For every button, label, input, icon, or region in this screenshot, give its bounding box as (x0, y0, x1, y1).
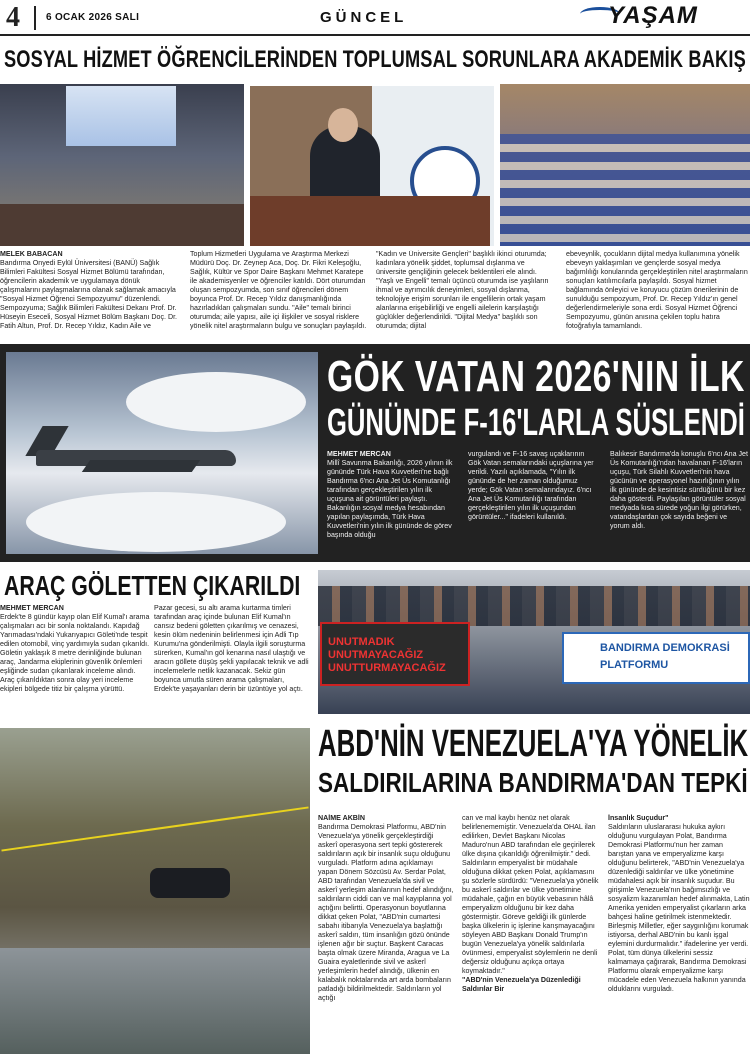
article4-subhead-1: "ABD'nin Venezuela'ya Düzenlediği Saldırılar Bir (462, 976, 581, 993)
article1-author: MELEK BABACAN (0, 250, 63, 258)
article3-col1 (0, 604, 150, 722)
protest-banner-left: UNUTMADIK UNUTMAYACAĞIZ UNUTTURMAYACAĞIZ (320, 622, 470, 686)
article4-text-3: Saldırıların uluslararası hukuka aykırı olduğunu vurgulayan Polat, Bandırma Demokrasi Platformu'nun her zaman barıştan yana ve emperyalizme karşı olduğunu belirterek, "ABD'nin Venezuela'ya düzenlediği saldırılar ve ülke yönetimine müdahalesi açık bir insanlık suçudur. Bu girişimle Venezuela'nın bağımsızlığı ve sosyalizm kazanımları hedef alınmakta, Latin Amerika yeniden emperyalist çıkarların arka bahçesi haline getirilmek istenmektedir. Birleşmiş Milletler, eğer saygınlığını korumak istiyorsa, derhal ABD'nin bu kanlı işgal eylemini durdurmalıdır." ifadelerine yer verdi. Polat, tüm dünya ülkelerini sessiz kalmamaya çağırarak, Bandırma Demokrasi Platformu olarak emperyalizme karşı mücadele eden Venezuela halkının yanında olduklarını vurguladı. (608, 823, 750, 993)
article1-text-3: "Kadın ve Üniversite Gençleri" başlıklı ikinci oturumda; kadınlara yönelik şiddet, toplumsal dışlanma ve üniversite gençliğinin gelecek beklentileri ele alındı. "Yaşlı ve Engelli" temalı üçüncü oturumda ise yaşlıların ihmal ve ayrımcılık deneyimleri, sosyal dışlanma, teknolojiye erişim sorunları ile engellilerin ortak yaşam alanlarına erişebilirliği ve engelli ailelerin karşılaştığı güçlükler değerlendirildi. "Dijital Medya" başlıklı son oturumda; dijital (376, 250, 549, 330)
article2-col1 (327, 450, 455, 558)
article3-author: MEHMET MERCAN (0, 604, 64, 612)
pond-water (0, 948, 310, 1054)
article1-col4 (566, 250, 750, 342)
article4-col2 (462, 814, 600, 1054)
logo-text: YAŞAM (608, 2, 698, 29)
article2-headline-line2: GÜNÜNDE F-16'LARLA SÜSLENDİ (327, 402, 745, 444)
article1-headline: SOSYAL HİZMET ÖĞRENCİLERİNDEN TOPLUMSAL SORUNLARA AKADEMİK BAKIŞ (4, 46, 746, 73)
article1-text-2: Toplum Hizmetleri Uygulama ve Araştırma Merkezi Müdürü Doç. Dr. Zeynep Aca, Doç. Dr. Fikri Keleşoğlu, Sağlık, Kültür ve Spor Daire Başkanı Mehmet Karatepe ile akademisyenler ve öğrenciler katıldı. Dört oturumdan oluşan sempozyumda, son sınıf öğrencileri dönem boyunca Prof. Dr. Recep Yıldız danışmanlığında hazırladıkları çalışmaları sundu. "Aile" temalı birinci oturumda; aile yapısı, aile içi ilişkiler ve sosyal risklere yönelik nitel araştırmaların bulgu ve sonuçları paylaşıldı. (190, 250, 367, 330)
article4-headline-line1: ABD'NİN VENEZUELA'YA YÖNELİK (318, 723, 749, 765)
article3-headline: ARAÇ GÖLETTEN ÇIKARILDI (4, 570, 301, 601)
section-title: GÜNCEL (320, 9, 408, 26)
article4-text-2: can ve mal kaybı henüz net olarak belirlenememiştir. Venezuela'da OHAL ilan edilirken, Devlet Başkanı Nicolas Maduro'nun ABD tarafından ele geçirilerek ülke dışına çıkarıldığı öğrenilmiştir." dedi. Saldırıların emperyalist bir müdahale olduğuna dikkat çeken Polat, açıklamasını şu sözlerle sürdürdü: "Venezuela'ya yönelik bu askerî saldırılar ve ülke yönetimine müdahale, çağın en büyük vebasının hâlâ emperyalizm olduğunu bir kez daha göstermiştir. Göreve geldiği ilk günlerde başka ülkelerin iç işlerine karışmayacağını söyleyen ABD Başkanı Donald Trump'ın bugün Venezuela'ya yönelik saldırılarla övünmesi, emperyalist söylemlerin ne denli değersiz olduğunu açıkça ortaya koymaktadır." (462, 814, 599, 975)
header-divider (34, 6, 36, 30)
jet-wing (82, 460, 200, 472)
protest-photo (318, 570, 750, 714)
recovered-car (150, 868, 230, 898)
article4-col1 (318, 814, 454, 1054)
article2-text-1: Millî Savunma Bakanlığı, 2026 yılının ilk gününde Türk Hava Kuvvetleri'ne bağlı Bandırma 6'ncı Ana Jet Üs Komutanlığı tarafından gerçekleştirilen yılın ilk uçuşuna ait görüntüleri paylaştı. Bakanlığın sosyal medya hesabından yapılan paylaşımda, Türk Hava Kuvvetleri'nin yılın ilk gününde de görev başında olduğu (327, 459, 453, 539)
page-number: 4 (6, 2, 20, 33)
article2-col3 (610, 450, 748, 558)
group-people (0, 204, 244, 246)
article3-text-2: Pazar gecesi, su altı arama kurtarma timleri tarafından araç içinde bulunan Elif Kumal'ın cansız bedeni göletten çıkarılmış ve cenazesi, kesin ölüm nedeninin belirlenmesi için Adli Tıp Kurumu'na gönderilmişti. Olayla ilgili soruşturma sürerken, Kumal'ın göl kenarına nasıl ulaştığı ve aracın göllete düşüş şekli yapılacak teknik ve adli incelemelerle netlik kazanacak. Sekiz gün boyunca umutla süren arama çalışmaları, Erdek'te yaşayanları derin bir üzüntüye yol açtı. (154, 604, 309, 693)
speaker-photo (250, 86, 494, 246)
article3-col2 (154, 604, 310, 722)
article1-col2 (190, 250, 368, 342)
article4-text-1: Bandırma Demokrasi Platformu, ABD'nin Venezuela'ya yönelik gerçekleştirdiği askerî operasyona sert tepki göstererek saldırıların açık bir insanlık suçu olduğunu vurguladı. Platform adına açıklamayı yapan Dönem Sözcüsü Av. Serdar Polat, ABD tarafından Venezuela'da sivil ve askerî yerleşim alanlarının hedef alındığını, saldırıların ciddi can ve mal kayıplarına yol açtığını belirtti. Operasyonun boyutlarına dikkat çeken Polat, "ABD'nin cumartesi sabahı itibarıyla Venezuela'ya başlattığı askerî saldırı, tüm insanlığın gözü önünde işlenen ağır bir suçtur. Başkent Caracas başta olmak üzere Miranda, Aragua ve La Guaira eyaletlerinde sivil ve askerî yerleşimlerin hedef alındığı, ülkenin en kalabalık noktalarında art arda bombaların patladığı bildirilmektedir. Saldırıların yol açtığı (318, 823, 454, 1002)
protest-crowd (318, 586, 750, 626)
audience-rows (500, 134, 750, 246)
symposium-group-photo (0, 84, 244, 246)
article1-col1 (0, 250, 182, 342)
article4-headline-line2: SALDIRILARINA BANDIRMA'DAN TEPKİ (318, 767, 748, 798)
article1-text-4: ebeveynlik, çocukların dijital medya kullanımına yönelik ebeveyn yaklaşımları ve gençlerde sosyal medya bağımlılığı konularında gerçekleştirilen nitel araştırmaların sonuçları katılımcılarla paylaşıldı. Sosyal hizmet bağlamında önleyici ve koruyucu çözüm önerilerinin de sunulduğu sempozyum, Prof. Dr. Recep Yıldız'ın genel değerlendirmeleriyle sona erdi. Sosyal Hizmet Öğrenci Sempozyumu, günün anısına çekilen toplu hatıra fotoğrafıyla tamamlandı. (566, 250, 748, 330)
issue-date: 6 OCAK 2026 SALI (46, 12, 140, 23)
article1-text-1: Bandırma Onyedi Eylül Üniversitesi (BANÜ) Sağlık Bilimleri Fakültesi Sosyal Hizmet Bölümü tarafından, öğrencilerin akademik ve uygulamaya dönük çalışmalarını paylaşmalarına olanak sağlamak amacıyla "Sosyal Hizmet Öğrenci Sempozyumu" düzenlendi. Sempozyuma; Sağlık Bilimleri Fakültesi Dekanı Prof. Dr. Hüseyin Eseceli, Sosyal Hizmet Bölüm Başkanı Doç. Dr. Fatih Altun, Prof. Dr. Recep Yıldız, Kadın Aile ve (0, 259, 178, 330)
page-header (0, 0, 750, 36)
article2-text-3: Balıkesir Bandırma'da konuşlu 6'ncı Ana Jet Üs Komutanlığı'ndan havalanan F-16'ların uçuşu, Türk Silahlı Kuvvetleri'nin hava gücünün ve operasyonel hazırlığının yılın ilk gününde de kesintisiz sürdüğünü bir kez daha gösterdi. Paylaşılan görüntüler sosyal medyada kısa sürede yoğun ilgi görürken, vatandaşlardan çok sayıda beğeni ve yorum aldı. (610, 450, 748, 530)
police-tape (1, 806, 308, 851)
article4-col3 (608, 814, 750, 1054)
projection-screen (66, 86, 176, 146)
article2-author: MEHMET MERCAN (327, 450, 391, 458)
audience-photo (500, 84, 750, 246)
podium (250, 196, 490, 246)
pond-scene-photo (0, 728, 310, 1054)
article2-col2 (468, 450, 596, 558)
newspaper-logo (580, 3, 745, 33)
article1-col3 (376, 250, 556, 342)
article2-text-2: vurgulandı ve F-16 savaş uçaklarının Gök Vatan semalarındaki uçuşlarına yer verildi. Yazılı açıklamada, "Yılın ilk gününde de her zaman olduğumuz yerde; Gök Vatan semalarındayız. 6'ncı Ana Jet Üs Komutanlığı tarafından gerçekleştirilen yılın ilk uçuşundan görüntüler..." ifadeleri kullanıldı. (468, 450, 594, 521)
protest-banner-right: BANDIRMA DEMOKRASİ PLATFORMU (562, 632, 750, 684)
article4-author: NAİME AKBİN (318, 814, 366, 822)
article2-headline-line1: GÖK VATAN 2026'NIN İLK (327, 352, 745, 401)
article4-subhead-2: İnsanlık Suçudur" (608, 814, 669, 822)
f16-jet-photo (6, 352, 318, 554)
article3-text-1: Erdek'te 8 gündür kayıp olan Elif Kumal'ı arama çalışmaları acı bir sonla noktalandı. Kapıdağ Yarımadası'ndaki Yukarıyapıcı Göleti'nde tespit edilen otomobil, vinç yardımıyla sudan çıkarıldı. Göletin yaklaşık 8 metre derinliğinde bulunan araç, Jandarma ekiplerinin güvenlik önlemleri eşliğinde sudan çıkarılarak inceleme alındı. Araç çıkarıldıktan sonra olay yeri inceleme ekipleri bölgede titiz bir çalışma yürüttü. (0, 613, 150, 693)
